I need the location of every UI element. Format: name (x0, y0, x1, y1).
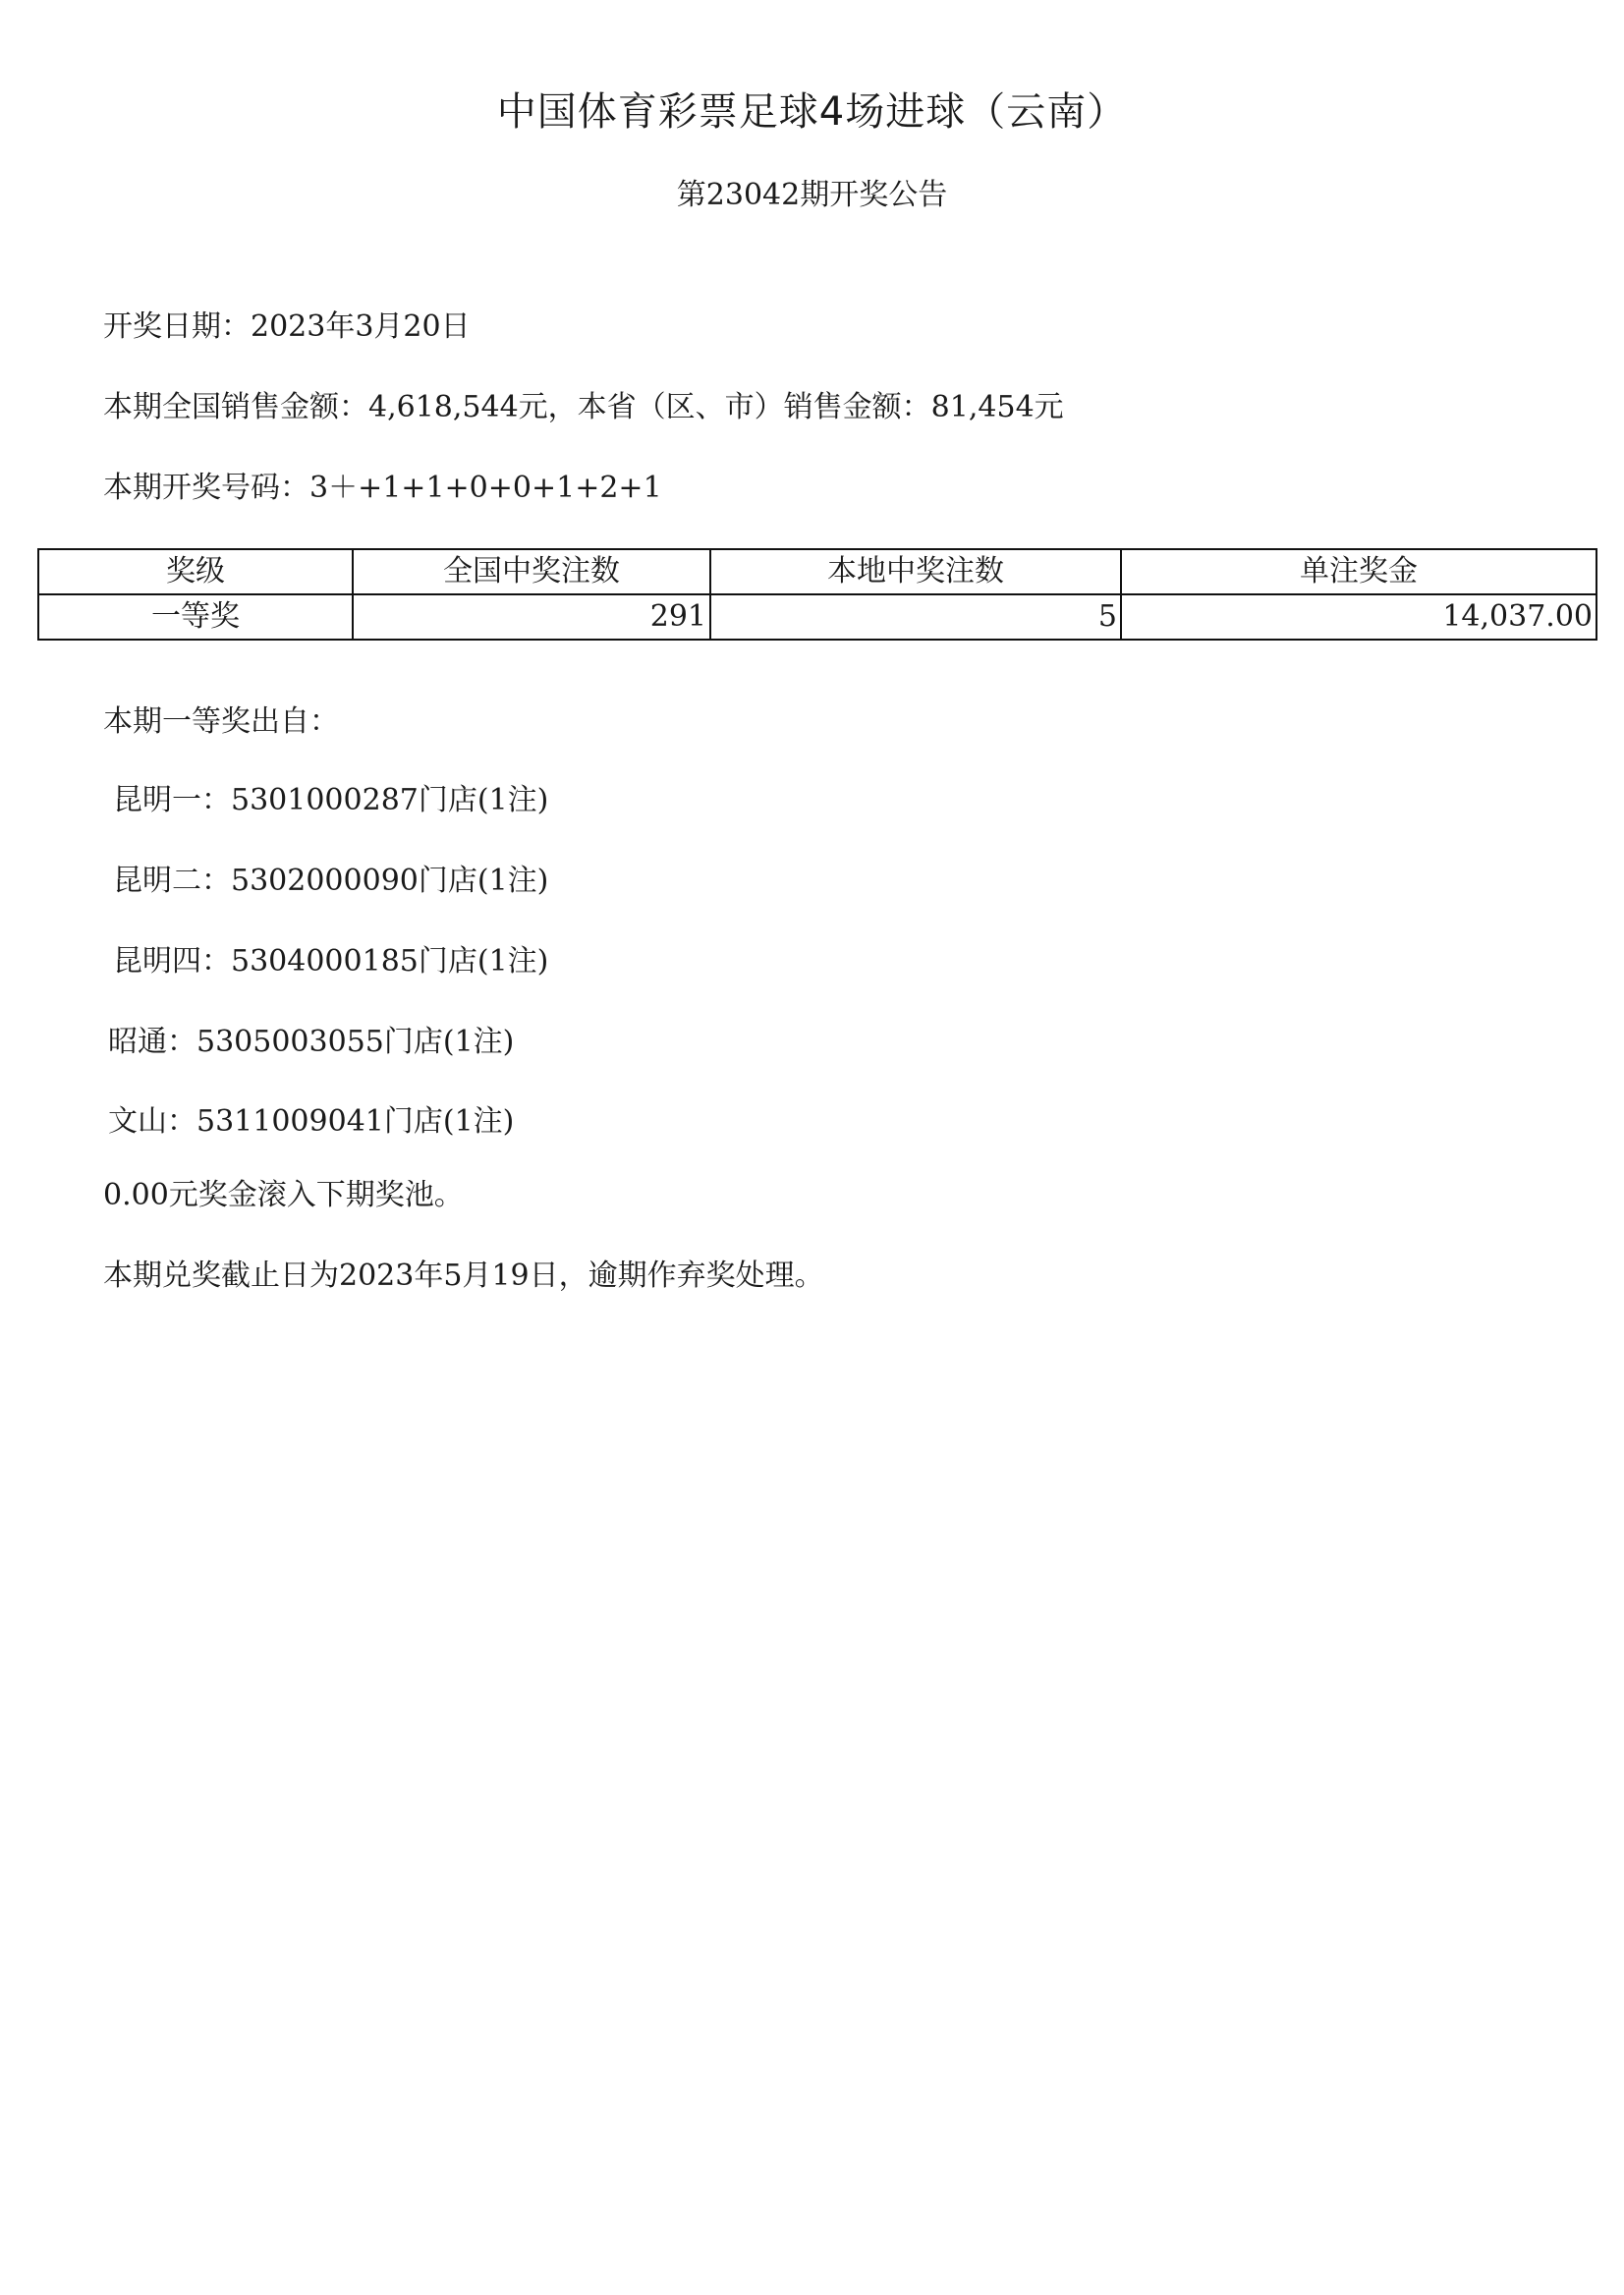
cell-local-winners: 5 (710, 594, 1121, 640)
cell-national-winners: 291 (353, 594, 710, 640)
list-item: 文山：5311009041门店(1注) (108, 1104, 515, 1139)
list-item: 昭通：5305003055门店(1注) (108, 1025, 515, 1059)
header-local-winners: 本地中奖注数 (710, 549, 1121, 594)
rollover-note: 0.00元奖金滚入下期奖池。 (103, 1178, 464, 1212)
cell-level: 一等奖 (38, 594, 353, 640)
list-item: 昆明二：5302000090门店(1注) (113, 864, 549, 898)
header-level: 奖级 (38, 549, 353, 594)
draw-numbers: 本期开奖号码：3＋+1+1+0+0+1+2+1 (103, 471, 662, 505)
winners-heading: 本期一等奖出自： (103, 704, 339, 739)
page-subtitle: 第23042期开奖公告 (676, 178, 948, 212)
prize-table-header-row (38, 549, 1596, 594)
sales-amount: 本期全国销售金额：4,618,544元，本省（区、市）销售金额：81,454元 (103, 390, 1064, 424)
draw-date: 开奖日期：2023年3月20日 (103, 309, 471, 344)
claim-deadline: 本期兑奖截止日为2023年5月19日，逾期作弃奖处理。 (103, 1259, 824, 1293)
list-item: 昆明四：5304000185门店(1注) (113, 944, 549, 979)
page-title: 中国体育彩票足球4场进球（云南） (496, 89, 1128, 135)
cell-prize-amount: 14,037.00 (1121, 594, 1596, 640)
list-item: 昆明一：5301000287门店(1注) (113, 783, 549, 817)
table-row (38, 594, 1596, 640)
header-national-winners: 全国中奖注数 (353, 549, 710, 594)
prize-table (37, 548, 1597, 641)
header-prize-amount: 单注奖金 (1121, 549, 1596, 594)
